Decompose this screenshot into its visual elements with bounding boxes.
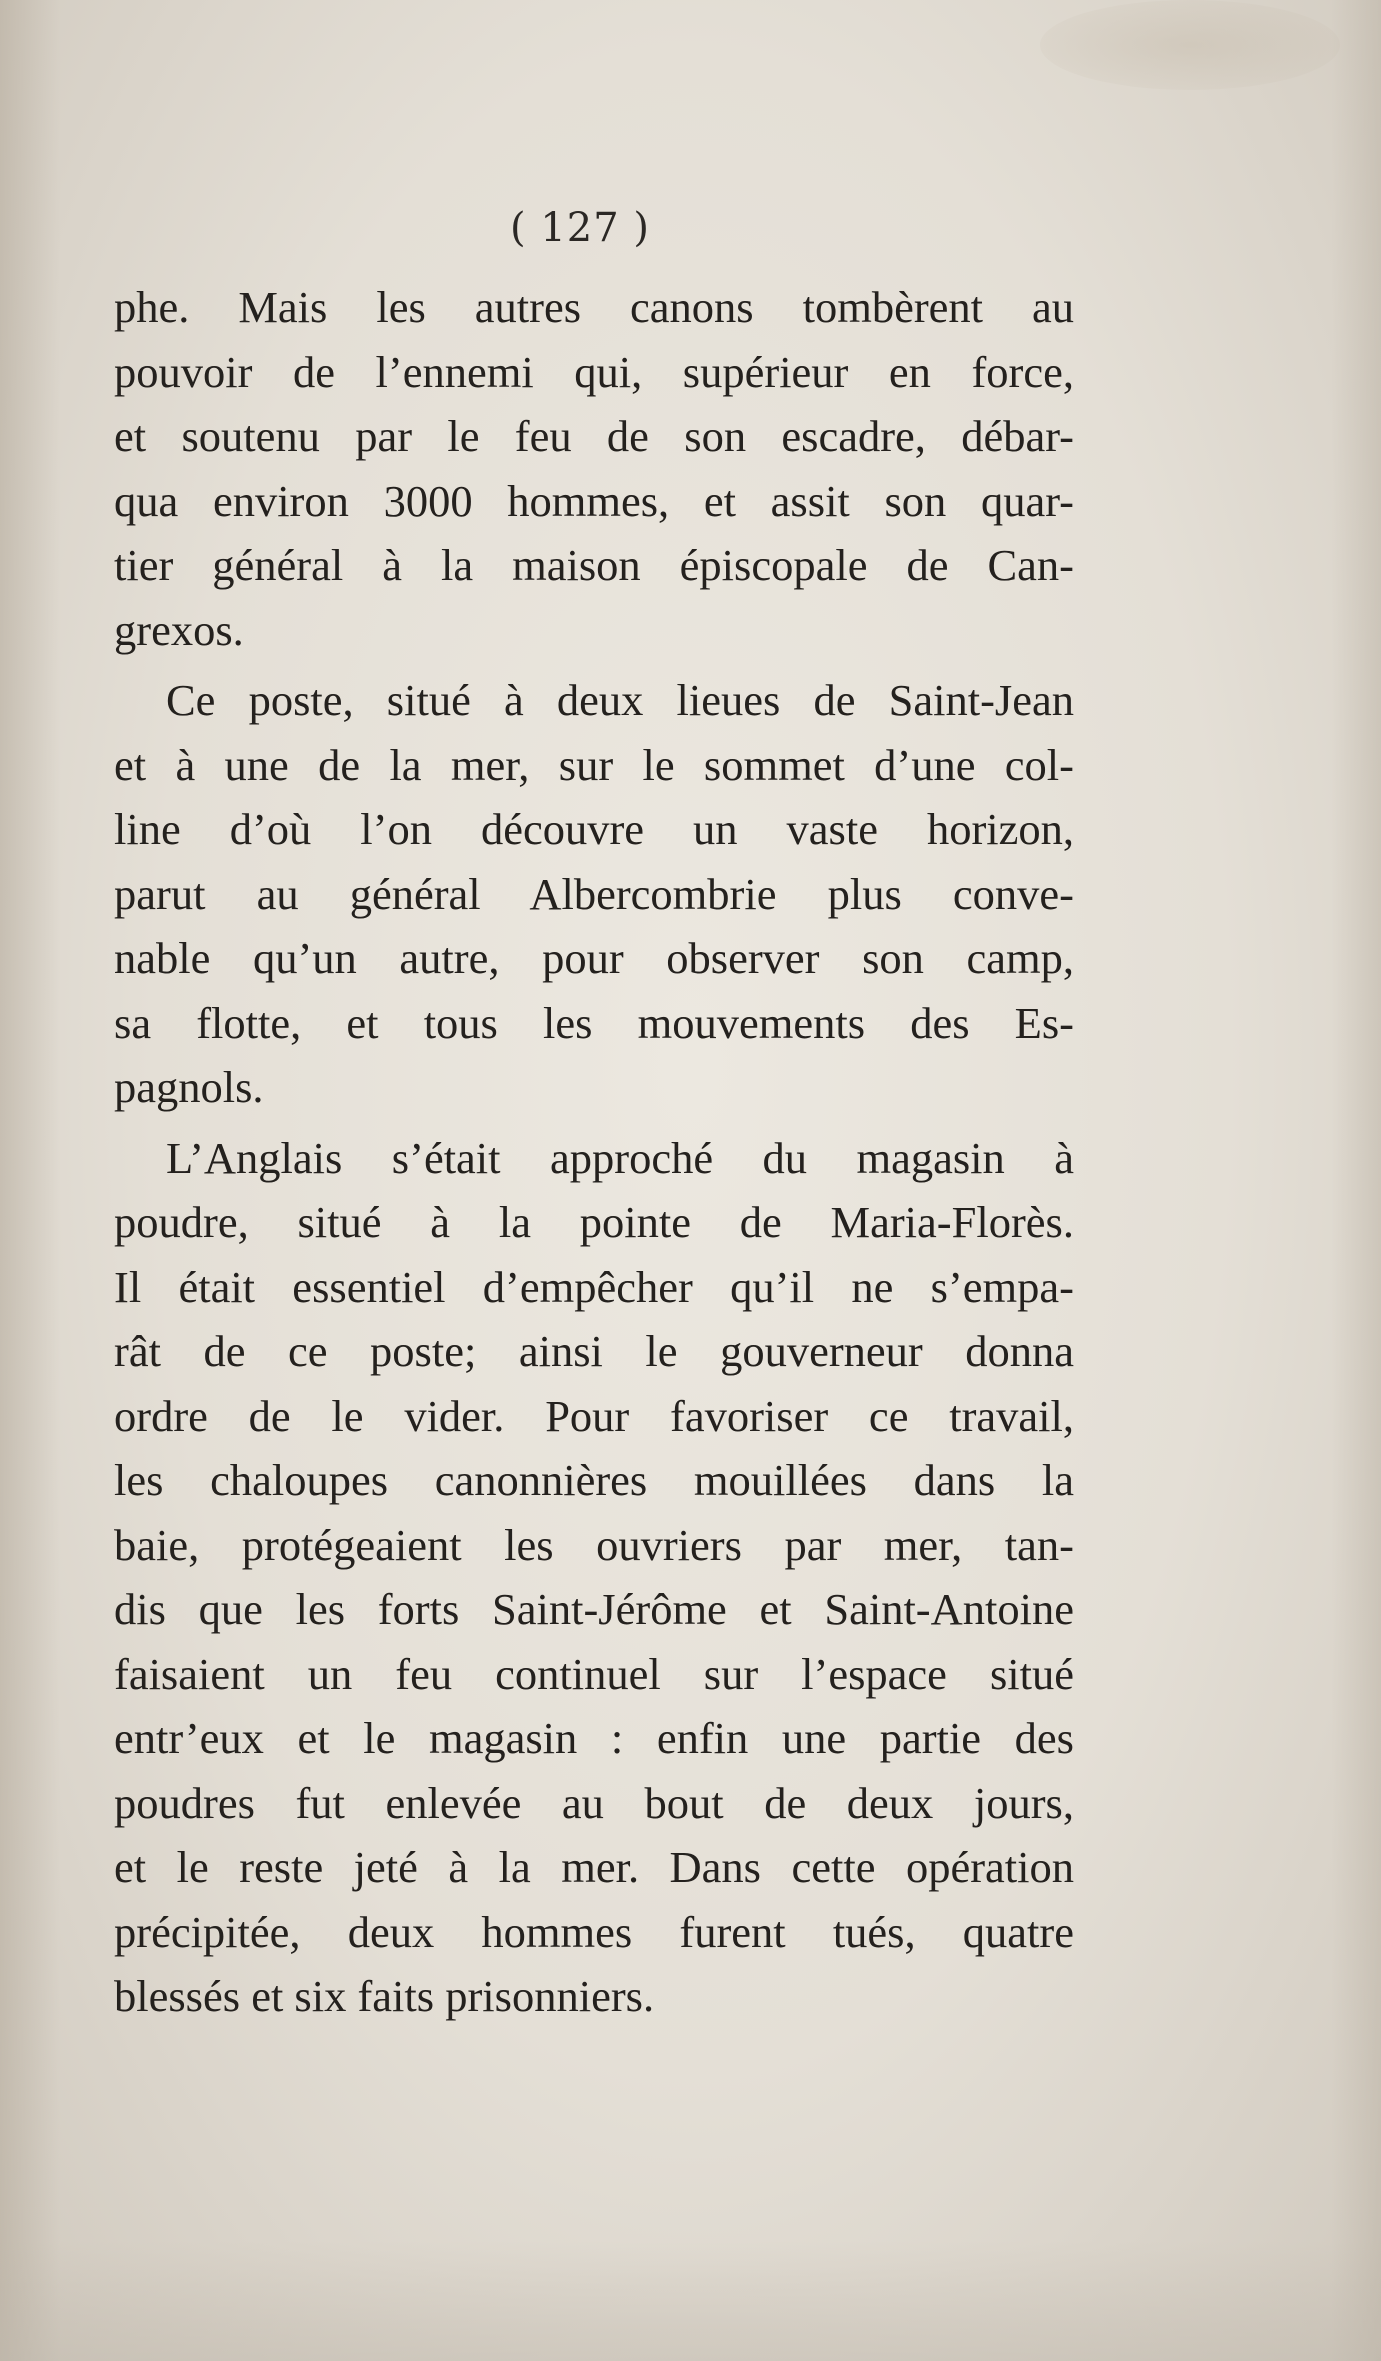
page-edge-shadow-right: [1331, 0, 1381, 2361]
text-line: nable qu’un autre, pour observer son camp,: [114, 933, 1074, 983]
text-line: poudre, situé à la pointe de Maria-Florès.: [114, 1197, 1074, 1247]
text-line: qua environ 3000 hommes, et assit son quar-: [114, 475, 1074, 526]
paragraph: [114, 275, 1074, 662]
paragraph: [114, 668, 1074, 1120]
text-line: sa flotte, et tous les mouvements des Es-: [114, 997, 1074, 1048]
text-line: et à une de la mer, sur le sommet d’une col-: [114, 739, 1074, 790]
text-line: entr’eux et le magasin : enfin une partie des: [114, 1713, 1074, 1763]
text-line: pouvoir de l’ennemi qui, supérieur en force,: [114, 346, 1074, 397]
text-line: faisaient un feu continuel sur l’espace situé: [114, 1648, 1074, 1699]
paragraph: [114, 1126, 1074, 2029]
text-line: les chaloupes canonnières mouillées dans la: [114, 1455, 1074, 1505]
text-line: pagnols.: [114, 1062, 264, 1112]
text-line: Il était essentiel d’empêcher qu’il ne s’empa-: [114, 1261, 1074, 1312]
text-line: et le reste jeté à la mer. Dans cette opération: [114, 1842, 1074, 1892]
body-text: [114, 275, 1074, 2029]
text-line: L’Anglais s’était approché du magasin à: [166, 1132, 1074, 1183]
text-line: et soutenu par le feu de son escadre, débar-: [114, 411, 1074, 461]
text-line: ordre de le vider. Pour favoriser ce travail,: [114, 1390, 1074, 1441]
text-line: parut au général Albercombrie plus conve-: [114, 868, 1074, 919]
text-line: dis que les forts Saint-Jérôme et Saint-Antoine: [114, 1584, 1074, 1634]
page-number: ( 127 ): [510, 205, 650, 251]
text-line: Ce poste, situé à deux lieues de Saint-Jean: [166, 675, 1074, 725]
text-line: blessés et six faits prisonniers.: [114, 1971, 655, 2021]
text-line: baie, protégeaient les ouvriers par mer, tan-: [114, 1519, 1074, 1570]
text-line: poudres fut enlevée au bout de deux jours,: [114, 1777, 1074, 1828]
page-edge-shadow-bottom: [0, 2241, 1381, 2361]
text-line: tier général à la maison épiscopale de Can-: [114, 540, 1074, 590]
text-line: précipitée, deux hommes furent tués, quatre: [114, 1906, 1074, 1957]
text-line: line d’où l’on découvre un vaste horizon,: [114, 804, 1074, 854]
text-line: rât de ce poste; ainsi le gouverneur donna: [114, 1326, 1074, 1376]
text-line: phe. Mais les autres canons tombèrent au: [114, 282, 1074, 332]
text-line: grexos.: [114, 604, 244, 655]
page-edge-shadow-left: [0, 0, 60, 2361]
paper-stain: [1040, 0, 1340, 90]
